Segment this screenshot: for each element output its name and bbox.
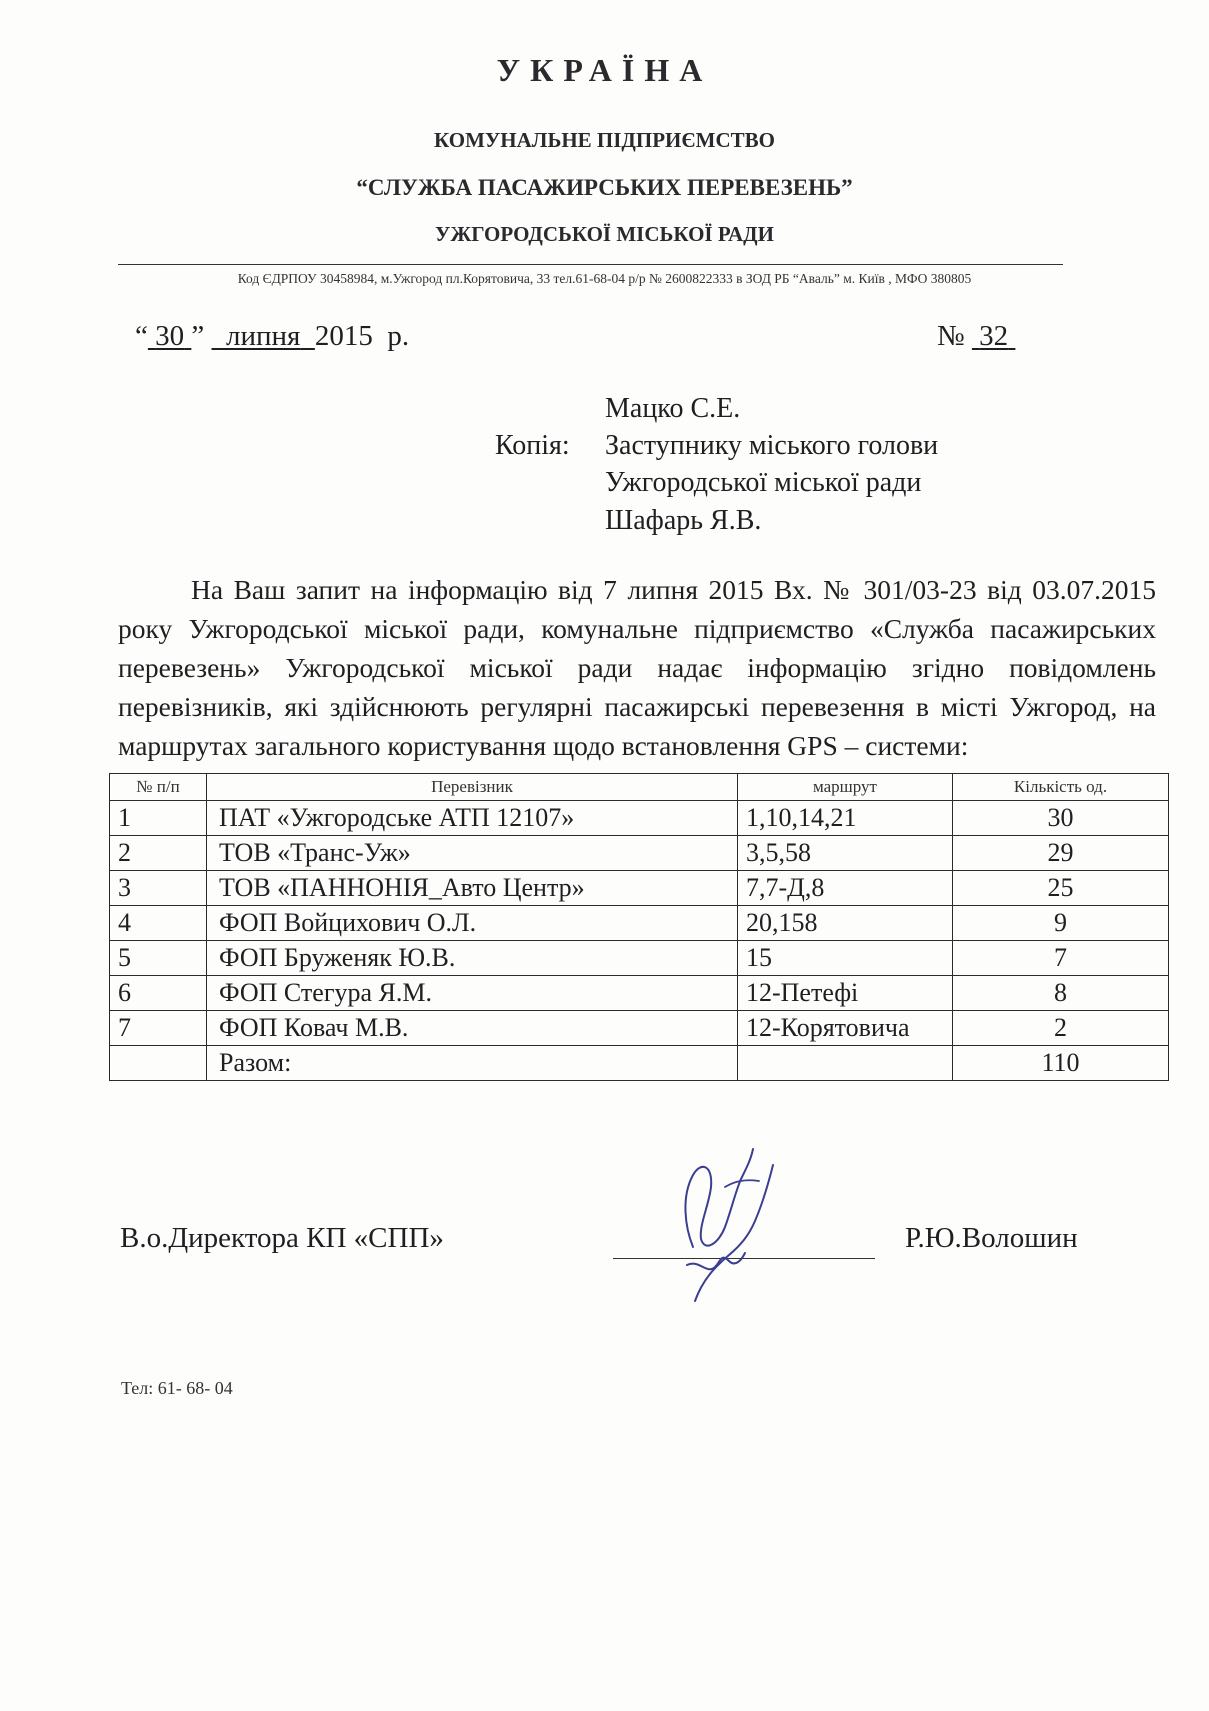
cell-carrier: ПАТ «Ужгородське АТП 12107» <box>207 801 738 836</box>
cell-route: 1,10,14,21 <box>738 801 953 836</box>
signatory-name: Р.Ю.Волошин <box>905 1222 1078 1254</box>
table-total-row <box>110 1046 1169 1081</box>
country-heading: УКРАЇНА <box>496 52 713 88</box>
org-type: КОМУНАЛЬНЕ ПІДПРИЄМСТВО <box>434 128 775 152</box>
date-day: 30 <box>155 320 185 352</box>
cell-carrier: ТОВ «ПАННОНІЯ_Авто Центр» <box>207 871 738 906</box>
header-idx: № п/п <box>110 774 207 801</box>
header-route: маршрут <box>738 774 953 801</box>
total-qty: 110 <box>953 1046 1169 1081</box>
number-label: № <box>937 320 965 352</box>
cell-idx: 3 <box>110 871 207 906</box>
date-year: 2015 <box>314 320 373 352</box>
letter-body <box>118 570 1156 765</box>
cell-idx: 6 <box>110 976 207 1011</box>
cell-idx: 1 <box>110 801 207 836</box>
table-row <box>110 836 1169 871</box>
cell-carrier: ФОП Ковач М.В. <box>207 1011 738 1046</box>
org-name: “СЛУЖБА ПАСАЖИРСЬКИХ ПЕРЕВЕЗЕНЬ” <box>356 175 853 200</box>
handwritten-signature <box>655 1135 795 1310</box>
table-row <box>110 801 1169 836</box>
copy-label: Копія: <box>495 430 570 461</box>
cell-carrier: ТОВ «Транс-Уж» <box>207 836 738 871</box>
header-carrier: Перевізник <box>207 774 738 801</box>
document-number <box>937 320 1015 353</box>
cell-idx: 2 <box>110 836 207 871</box>
date-close-quote: ” <box>191 320 205 352</box>
cell-route: 12-Петефі <box>738 976 953 1011</box>
table-row <box>110 871 1169 906</box>
table-row <box>110 941 1169 976</box>
table-row <box>110 976 1169 1011</box>
footer-phone: Тел: 61- 68- 04 <box>121 1378 233 1398</box>
table-header-row <box>110 774 1169 801</box>
cell-qty: 25 <box>953 871 1169 906</box>
number-value: 32 <box>979 320 1009 352</box>
header-qty: Кількість од. <box>953 774 1169 801</box>
cell-route: 7,7-Д,8 <box>738 871 953 906</box>
total-label: Разом: <box>207 1046 738 1081</box>
date-month: липня <box>226 320 301 352</box>
addressee-position: Заступнику міського голови <box>605 430 939 461</box>
org-requisites: Код ЄДРПОУ 30458984, м.Ужгород пл.Корятовича, 33 тел.61-68-04 р/р № 2600822333 в ЗОД РБ “Аваль” м. Київ , МФО 380805 <box>237 271 972 286</box>
table-row <box>110 1011 1169 1046</box>
table-row <box>110 906 1169 941</box>
addressee-organization: Ужгородської міської ради <box>605 467 922 498</box>
cell-route: 3,5,58 <box>738 836 953 871</box>
cell-qty: 8 <box>953 976 1169 1011</box>
cell-qty: 7 <box>953 941 1169 976</box>
cell-idx: 5 <box>110 941 207 976</box>
cell-idx: 4 <box>110 906 207 941</box>
cell-carrier: ФОП Стегура Я.М. <box>207 976 738 1011</box>
cell-qty: 29 <box>953 836 1169 871</box>
org-parent: УЖГОРОДСЬКОЇ МІСЬКОЇ РАДИ <box>435 222 774 246</box>
signatory-title: В.о.Директора КП «СПП» <box>120 1222 444 1254</box>
gps-carriers-table <box>109 773 1169 1081</box>
cell-qty: 9 <box>953 906 1169 941</box>
addressee-name: Мацко С.Е. <box>605 393 741 424</box>
header-divider <box>118 264 1063 265</box>
cell-route: 20,158 <box>738 906 953 941</box>
addressee-copy-name: Шафарь Я.В. <box>605 505 762 536</box>
cell-qty: 2 <box>953 1011 1169 1046</box>
date-suffix: р. <box>387 320 410 352</box>
cell-carrier: ФОП Войцихович О.Л. <box>207 906 738 941</box>
cell-carrier: ФОП Бруженяк Ю.В. <box>207 941 738 976</box>
document-date <box>135 320 409 353</box>
body-paragraph: На Ваш запит на інформацію від 7 липня 2015 Вх. № 301/03-23 від 03.07.2015 року Ужгородської міської ради, комунальне підприємство «Служба пасажирських перевезень» Ужгородської міської ради надає інформацію згідно повідомлень перевізників, які здійснюють регулярні пасажирські перевезення в місті Ужгород, на маршрутах загального користування щодо встановлення GPS – системи: <box>118 574 1156 761</box>
cell-qty: 30 <box>953 801 1169 836</box>
cell-route: 15 <box>738 941 953 976</box>
date-open-quote: “ <box>135 320 148 352</box>
total-idx <box>110 1046 207 1081</box>
total-route <box>738 1046 953 1081</box>
cell-route: 12-Корятовича <box>738 1011 953 1046</box>
cell-idx: 7 <box>110 1011 207 1046</box>
